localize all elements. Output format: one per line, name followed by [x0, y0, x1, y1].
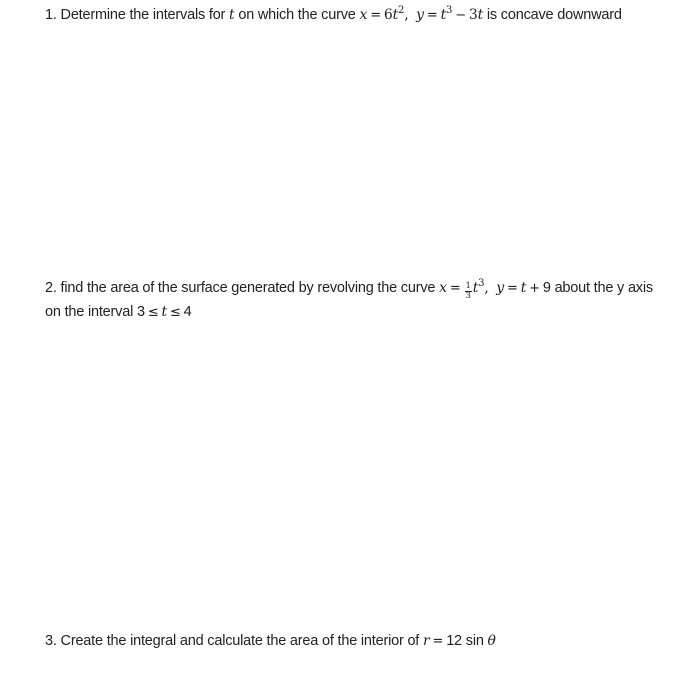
math-punct: , [484, 280, 489, 296]
math-expression [439, 278, 551, 301]
math-punct: , [404, 7, 409, 23]
math-var: t [477, 7, 484, 23]
math-exponent: 3 [478, 278, 485, 289]
math-op: ≤ [169, 305, 181, 320]
math-op: = [432, 634, 444, 649]
math-var: y [496, 280, 504, 296]
math-op: = [370, 8, 381, 23]
math-op: = [449, 281, 461, 296]
question-text: is concave downward [486, 7, 622, 23]
math-expression [423, 633, 496, 649]
math-fraction [465, 282, 472, 301]
math-var: t [520, 280, 527, 296]
math-num: 6 [383, 7, 393, 23]
math-op: = [426, 8, 438, 23]
interval-upper: 4 [183, 304, 192, 320]
math-interval [137, 304, 192, 320]
math-var: x [439, 280, 447, 296]
math-op: + [529, 281, 540, 296]
question-number: 2. [45, 280, 57, 296]
question-number: 1. [45, 7, 57, 23]
question-text: find the area of the surface generated by revolving the curve [60, 280, 436, 296]
math-expression [359, 7, 483, 23]
question-2 [45, 277, 670, 324]
math-exponent: 3 [446, 5, 453, 16]
math-op: = [507, 281, 518, 296]
fraction-numerator: 1 [465, 281, 471, 291]
question-text: Determine the intervals for [60, 7, 226, 23]
math-var: t [440, 7, 447, 23]
math-num: 9 [542, 280, 551, 296]
math-var: y [416, 7, 424, 23]
question-3 [45, 630, 670, 653]
math-var: x [359, 7, 368, 23]
question-number: 3. [45, 633, 57, 649]
math-num: 12 [446, 633, 462, 649]
question-text: about the y axis on [45, 280, 653, 320]
math-variable-t: t [229, 7, 235, 23]
math-op: ≤ [147, 305, 159, 320]
interval-lower: 3 [136, 304, 145, 320]
question-text: Create the integral and calculate the area of the interior of [60, 633, 420, 649]
math-var: t [161, 304, 167, 320]
math-var: r [422, 633, 430, 649]
fraction-denominator: 3 [465, 291, 471, 301]
math-exponent: 2 [398, 5, 405, 16]
math-function: sin [465, 633, 484, 649]
math-num: 3 [468, 7, 478, 23]
math-var: θ [487, 633, 496, 649]
math-var: t [472, 280, 479, 296]
question-text-line2: the interval [64, 304, 134, 320]
question-1 [45, 4, 670, 27]
math-op: − [455, 8, 466, 23]
math-var: t [392, 7, 399, 23]
question-text: on which the curve [238, 7, 356, 23]
